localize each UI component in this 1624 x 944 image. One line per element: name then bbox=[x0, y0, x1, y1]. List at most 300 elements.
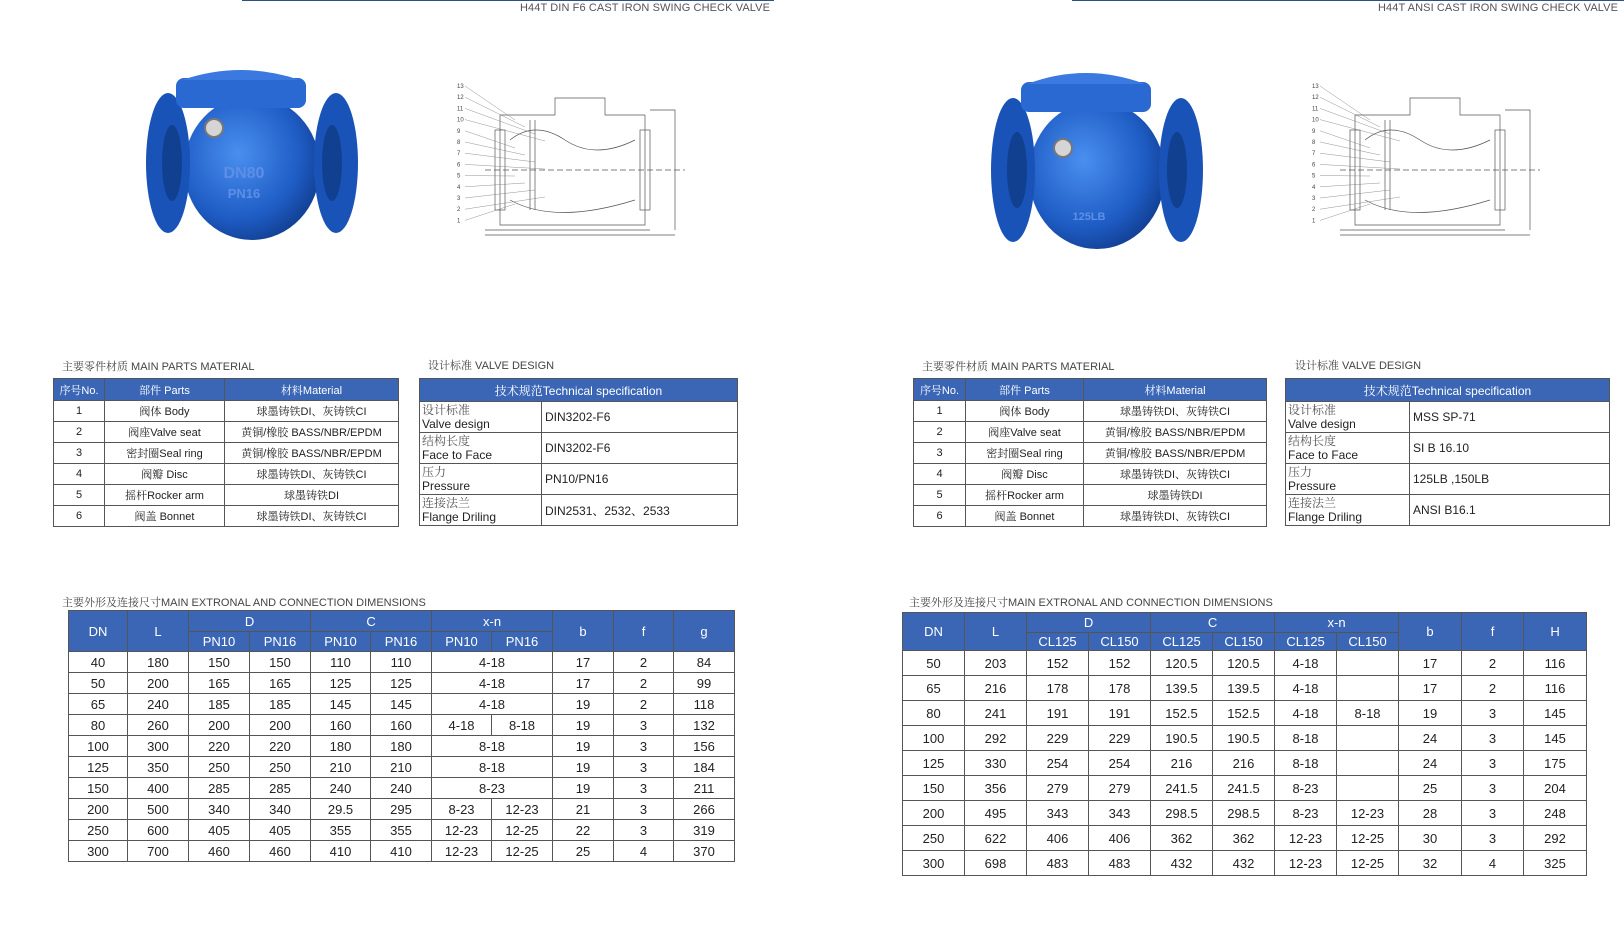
dims-cell-xn: 8-23 bbox=[1275, 776, 1337, 801]
spec-label bbox=[1286, 495, 1410, 526]
dims-cell-xn: 8-18 bbox=[432, 736, 553, 757]
dims-cell-f: 2 bbox=[614, 673, 674, 694]
dims-cell-d1: 279 bbox=[1027, 776, 1089, 801]
dims-header-b: b bbox=[553, 611, 614, 652]
drawing-callout-number: 13 bbox=[457, 84, 464, 90]
dims-cell-xn: 4-18 bbox=[1275, 701, 1337, 726]
dims-cell-b: 17 bbox=[1399, 676, 1462, 701]
drawing-callout-number: 10 bbox=[1312, 117, 1319, 124]
dims-cell-f: 3 bbox=[614, 799, 674, 820]
dims-sub-header: PN10 bbox=[432, 632, 492, 652]
dims-cell-xn: 8-18 bbox=[1337, 701, 1399, 726]
dims-cell-xn: 12-25 bbox=[1337, 851, 1399, 876]
spec-label bbox=[1286, 464, 1410, 495]
drawing-callout-number: 5 bbox=[457, 173, 461, 180]
dims-cell-c1: 139.5 bbox=[1151, 676, 1213, 701]
dims-cell-dn: 300 bbox=[69, 841, 128, 862]
dims-cell-d1: 191 bbox=[1027, 701, 1089, 726]
dims-cell-c1: 160 bbox=[311, 715, 371, 736]
dims-cell-dn: 125 bbox=[903, 751, 965, 776]
dims-row bbox=[903, 851, 1587, 876]
dims-cell-g: 204 bbox=[1524, 776, 1587, 801]
right-spec-table bbox=[1285, 378, 1610, 526]
left-parts-table bbox=[53, 378, 399, 527]
spec-row bbox=[420, 433, 738, 464]
parts-cell-part: 阀盖 Bonnet bbox=[966, 506, 1084, 527]
dims-cell-b: 28 bbox=[1399, 801, 1462, 826]
parts-cell-no: 2 bbox=[54, 422, 105, 443]
parts-cell-no: 1 bbox=[54, 401, 105, 422]
drawing-callout-number: 7 bbox=[457, 151, 461, 158]
parts-header-material: 材料Material bbox=[1084, 379, 1267, 401]
dims-cell-c1: 216 bbox=[1151, 751, 1213, 776]
spec-label-cn: 设计标准 bbox=[422, 403, 471, 417]
dims-cell-xn: 4-18 bbox=[1275, 676, 1337, 701]
dims-cell-d2: 254 bbox=[1089, 751, 1151, 776]
dims-cell-f: 2 bbox=[1462, 676, 1524, 701]
parts-row bbox=[54, 443, 399, 464]
dims-cell-c2: 295 bbox=[371, 799, 432, 820]
dims-sub-header: CL125 bbox=[1275, 633, 1337, 651]
dims-cell-l: 400 bbox=[128, 778, 189, 799]
dims-cell-b: 21 bbox=[553, 799, 614, 820]
dims-cell-xn: 12-23 bbox=[492, 799, 553, 820]
drawing-callout-number: 10 bbox=[457, 117, 464, 124]
dims-cell-xn: 4-18 bbox=[432, 715, 492, 736]
dims-header-d: D bbox=[1027, 613, 1151, 633]
dims-cell-dn: 150 bbox=[903, 776, 965, 801]
left-photo-dn-text: DN80 bbox=[223, 165, 265, 182]
dims-cell-l: 203 bbox=[965, 651, 1027, 676]
dims-cell-c1: 355 bbox=[311, 820, 371, 841]
parts-cell-material: 球墨铸铁DI bbox=[225, 485, 399, 506]
drawing-leader-line bbox=[465, 86, 515, 120]
parts-cell-no: 2 bbox=[914, 422, 966, 443]
parts-cell-material: 球墨铸铁DI、灰铸铁CI bbox=[225, 401, 399, 422]
parts-cell-no: 4 bbox=[54, 464, 105, 485]
dims-cell-l: 240 bbox=[128, 694, 189, 715]
drawing-callout-number: 11 bbox=[457, 106, 464, 113]
parts-header-no: 序号No. bbox=[54, 379, 105, 401]
dims-cell-c2: 216 bbox=[1213, 751, 1275, 776]
parts-cell-part: 摇杆Rocker arm bbox=[966, 485, 1084, 506]
dims-row bbox=[903, 826, 1587, 851]
dims-row bbox=[69, 715, 735, 736]
drawing-callout-number: 2 bbox=[1312, 207, 1316, 214]
dims-cell-xn: 12-25 bbox=[1337, 826, 1399, 851]
dims-cell-l: 330 bbox=[965, 751, 1027, 776]
dims-cell-g: 84 bbox=[674, 652, 735, 673]
dims-cell-c2: 210 bbox=[371, 757, 432, 778]
dims-sub-header: CL125 bbox=[1027, 633, 1089, 651]
drawing-callout-number: 4 bbox=[457, 184, 461, 191]
dims-cell-f: 2 bbox=[614, 652, 674, 673]
dims-cell-g: 116 bbox=[1524, 676, 1587, 701]
dims-cell-dn: 300 bbox=[903, 851, 965, 876]
parts-header-parts: 部件 Parts bbox=[105, 379, 225, 401]
spec-label-en: Valve design bbox=[422, 417, 490, 431]
drawing-leader-line bbox=[465, 97, 525, 127]
dims-cell-c2: 120.5 bbox=[1213, 651, 1275, 676]
drawing-callout-number: 4 bbox=[1312, 184, 1316, 191]
dims-cell-g: 211 bbox=[674, 778, 735, 799]
drawing-callout-number: 9 bbox=[457, 128, 461, 135]
dims-cell-d1: 165 bbox=[189, 673, 250, 694]
parts-row bbox=[54, 401, 399, 422]
dims-sub-header: PN10 bbox=[189, 632, 250, 652]
parts-row bbox=[914, 443, 1267, 464]
dims-cell-xn: 12-23 bbox=[432, 820, 492, 841]
dims-row bbox=[69, 673, 735, 694]
dims-row bbox=[903, 701, 1587, 726]
parts-cell-material: 球墨铸铁DI、灰铸铁CI bbox=[225, 506, 399, 527]
dims-cell-c2: 180 bbox=[371, 736, 432, 757]
dims-cell-b: 19 bbox=[553, 694, 614, 715]
dims-cell-c1: 362 bbox=[1151, 826, 1213, 851]
spec-value: MSS SP-71 bbox=[1410, 402, 1610, 433]
dims-cell-d2: 200 bbox=[250, 715, 311, 736]
drawing-callout-number: 6 bbox=[1312, 162, 1316, 169]
dims-cell-b: 22 bbox=[553, 820, 614, 841]
spec-label-cn: 连接法兰 bbox=[1288, 496, 1337, 510]
dims-cell-d1: 150 bbox=[189, 652, 250, 673]
dims-cell-g: 248 bbox=[1524, 801, 1587, 826]
dims-header-b: b bbox=[1399, 613, 1462, 651]
dims-row bbox=[903, 726, 1587, 751]
drawing-callout-number: 3 bbox=[457, 196, 461, 202]
dims-cell-xn bbox=[1337, 676, 1399, 701]
dims-cell-dn: 100 bbox=[69, 736, 128, 757]
dims-cell-dn: 80 bbox=[903, 701, 965, 726]
dims-cell-g: 266 bbox=[674, 799, 735, 820]
dims-cell-c1: 432 bbox=[1151, 851, 1213, 876]
dims-cell-dn: 250 bbox=[69, 820, 128, 841]
spec-value: DIN3202-F6 bbox=[542, 433, 738, 464]
dims-cell-c1: 410 bbox=[311, 841, 371, 862]
dims-cell-f: 3 bbox=[614, 757, 674, 778]
dims-cell-xn: 12-23 bbox=[432, 841, 492, 862]
dims-cell-b: 25 bbox=[1399, 776, 1462, 801]
dims-row bbox=[69, 694, 735, 715]
parts-row bbox=[54, 464, 399, 485]
dims-sub-header: CL150 bbox=[1213, 633, 1275, 651]
spec-header: 技术规范Technical specification bbox=[1286, 379, 1610, 402]
parts-row bbox=[914, 506, 1267, 527]
dims-cell-d1: 285 bbox=[189, 778, 250, 799]
parts-cell-part: 阀座Valve seat bbox=[966, 422, 1084, 443]
dims-cell-c2: 139.5 bbox=[1213, 676, 1275, 701]
dims-cell-c1: 190.5 bbox=[1151, 726, 1213, 751]
spec-value: PN10/PN16 bbox=[542, 464, 738, 495]
dims-cell-d2: 229 bbox=[1089, 726, 1151, 751]
dims-cell-c2: 355 bbox=[371, 820, 432, 841]
dims-cell-c1: 120.5 bbox=[1151, 651, 1213, 676]
parts-cell-material: 球墨铸铁DI、灰铸铁CI bbox=[1084, 464, 1267, 485]
parts-cell-part: 阀瓣 Disc bbox=[966, 464, 1084, 485]
dims-header-f: f bbox=[614, 611, 674, 652]
dims-cell-dn: 125 bbox=[69, 757, 128, 778]
dims-cell-xn: 12-23 bbox=[1275, 826, 1337, 851]
left-dims-title: 主要外形及连接尺寸MAIN EXTRONAL AND CONNECTION DIMENSIONS bbox=[62, 597, 426, 609]
dims-cell-b: 19 bbox=[553, 736, 614, 757]
dims-cell-c1: 152.5 bbox=[1151, 701, 1213, 726]
drawing-callout-number: 6 bbox=[457, 162, 461, 169]
dims-cell-f: 2 bbox=[614, 694, 674, 715]
dims-cell-f: 4 bbox=[614, 841, 674, 862]
parts-cell-no: 6 bbox=[914, 506, 966, 527]
dims-cell-xn: 8-23 bbox=[1275, 801, 1337, 826]
dims-cell-c1: 240 bbox=[311, 778, 371, 799]
dims-header-dn: DN bbox=[69, 611, 128, 652]
dims-cell-l: 300 bbox=[128, 736, 189, 757]
dims-header-d: D bbox=[189, 611, 311, 632]
drawing-callout-number: 8 bbox=[457, 140, 461, 146]
dims-cell-d2: 483 bbox=[1089, 851, 1151, 876]
right-photo-pn-text: 125LB bbox=[1072, 211, 1106, 223]
dims-cell-xn: 8-23 bbox=[432, 799, 492, 820]
parts-cell-no: 4 bbox=[914, 464, 966, 485]
dims-header-l: L bbox=[965, 613, 1027, 651]
spec-row bbox=[1286, 433, 1610, 464]
drawing-callout-number: 9 bbox=[1312, 128, 1316, 135]
dims-cell-xn: 4-18 bbox=[432, 673, 553, 694]
spec-label-cn: 结构长度 bbox=[422, 434, 471, 448]
drawing-callout-number: 11 bbox=[1312, 106, 1319, 113]
right-dims-title: 主要外形及连接尺寸MAIN EXTRONAL AND CONNECTION DIMENSIONS bbox=[909, 597, 1273, 609]
dims-cell-d2: 178 bbox=[1089, 676, 1151, 701]
dims-cell-d2: 343 bbox=[1089, 801, 1151, 826]
left-valve-photo bbox=[140, 68, 365, 258]
dims-cell-d2: 406 bbox=[1089, 826, 1151, 851]
dims-header-f: f bbox=[1462, 613, 1524, 651]
dims-cell-c1: 125 bbox=[311, 673, 371, 694]
dims-cell-f: 3 bbox=[614, 736, 674, 757]
left-technical-drawing bbox=[455, 80, 695, 240]
dims-cell-dn: 80 bbox=[69, 715, 128, 736]
dims-cell-c1: 210 bbox=[311, 757, 371, 778]
spec-label bbox=[1286, 402, 1410, 433]
spec-label bbox=[420, 433, 542, 464]
dims-cell-xn: 4-18 bbox=[1275, 651, 1337, 676]
spec-label-cn: 设计标准 bbox=[1288, 403, 1337, 417]
drawing-callout-number: 7 bbox=[1312, 151, 1316, 158]
dims-cell-l: 180 bbox=[128, 652, 189, 673]
spec-label bbox=[420, 464, 542, 495]
dims-cell-l: 622 bbox=[965, 826, 1027, 851]
dims-cell-l: 700 bbox=[128, 841, 189, 862]
dims-cell-xn: 4-18 bbox=[432, 652, 553, 673]
dims-cell-xn: 12-23 bbox=[1275, 851, 1337, 876]
spec-row bbox=[420, 495, 738, 526]
dims-cell-f: 3 bbox=[1462, 726, 1524, 751]
dims-header-h: H bbox=[1524, 613, 1587, 651]
dims-cell-b: 19 bbox=[553, 778, 614, 799]
dims-cell-l: 241 bbox=[965, 701, 1027, 726]
drawing-callout-number: 3 bbox=[1312, 196, 1316, 202]
dims-cell-xn: 8-18 bbox=[1275, 751, 1337, 776]
dims-row bbox=[69, 736, 735, 757]
drawing-leader-line bbox=[1320, 131, 1370, 148]
parts-cell-material: 球墨铸铁DI、灰铸铁CI bbox=[1084, 506, 1267, 527]
right-page-title: H44T ANSI CAST IRON SWING CHECK VALVE bbox=[1378, 2, 1619, 14]
parts-cell-no: 6 bbox=[54, 506, 105, 527]
dims-cell-d1: 483 bbox=[1027, 851, 1089, 876]
left-design-title: 设计标准 VALVE DESIGN bbox=[428, 360, 555, 372]
dims-cell-d1: 460 bbox=[189, 841, 250, 862]
dims-cell-d1: 178 bbox=[1027, 676, 1089, 701]
spec-label-cn: 压力 bbox=[422, 465, 447, 479]
right-valve-photo bbox=[985, 70, 1210, 265]
dims-cell-d2: 460 bbox=[250, 841, 311, 862]
dims-sub-header: CL125 bbox=[1151, 633, 1213, 651]
spec-label-en: Pressure bbox=[422, 479, 471, 493]
spec-label-en: Flange Driling bbox=[422, 510, 497, 524]
parts-row bbox=[914, 464, 1267, 485]
spec-label-cn: 压力 bbox=[1288, 465, 1313, 479]
drawing-callout-number: 2 bbox=[457, 207, 461, 214]
dims-cell-g: 116 bbox=[1524, 651, 1587, 676]
dims-cell-d2: 340 bbox=[250, 799, 311, 820]
dims-cell-d1: 229 bbox=[1027, 726, 1089, 751]
dims-cell-f: 3 bbox=[1462, 751, 1524, 776]
dims-cell-d1: 405 bbox=[189, 820, 250, 841]
dims-header-l: L bbox=[128, 611, 189, 652]
dims-row bbox=[903, 751, 1587, 776]
dims-cell-dn: 65 bbox=[69, 694, 128, 715]
dims-cell-b: 25 bbox=[553, 841, 614, 862]
right-parts-table bbox=[913, 378, 1267, 527]
drawing-leader-line bbox=[465, 204, 515, 220]
dims-cell-c2: 190.5 bbox=[1213, 726, 1275, 751]
dims-cell-b: 17 bbox=[1399, 651, 1462, 676]
dims-cell-xn: 12-23 bbox=[1337, 801, 1399, 826]
parts-cell-no: 5 bbox=[54, 485, 105, 506]
dims-cell-c1: 241.5 bbox=[1151, 776, 1213, 801]
dims-cell-b: 30 bbox=[1399, 826, 1462, 851]
dims-cell-c1: 145 bbox=[311, 694, 371, 715]
dims-cell-d1: 254 bbox=[1027, 751, 1089, 776]
dims-sub-header: CL150 bbox=[1089, 633, 1151, 651]
right-top-rule bbox=[1072, 0, 1624, 1]
dims-cell-f: 3 bbox=[614, 715, 674, 736]
dims-sub-header: PN16 bbox=[250, 632, 311, 652]
dims-cell-d2: 250 bbox=[250, 757, 311, 778]
parts-cell-part: 阀盖 Bonnet bbox=[105, 506, 225, 527]
dims-header-xn: x-n bbox=[1275, 613, 1399, 633]
parts-cell-material: 球墨铸铁DI、灰铸铁CI bbox=[225, 464, 399, 485]
dims-cell-dn: 250 bbox=[903, 826, 965, 851]
dims-cell-l: 495 bbox=[965, 801, 1027, 826]
dims-sub-header: PN16 bbox=[492, 632, 553, 652]
dims-cell-l: 500 bbox=[128, 799, 189, 820]
spec-label-en: Face to Face bbox=[1288, 448, 1359, 462]
spec-row bbox=[1286, 402, 1610, 433]
dims-cell-c2: 125 bbox=[371, 673, 432, 694]
dims-header-dn: DN bbox=[903, 613, 965, 651]
dims-row bbox=[69, 841, 735, 862]
dims-cell-xn: 12-25 bbox=[492, 841, 553, 862]
dims-cell-c2: 152.5 bbox=[1213, 701, 1275, 726]
dims-cell-d1: 250 bbox=[189, 757, 250, 778]
parts-cell-no: 3 bbox=[914, 443, 966, 464]
dims-cell-dn: 40 bbox=[69, 652, 128, 673]
dims-cell-d2: 191 bbox=[1089, 701, 1151, 726]
dims-cell-g: 319 bbox=[674, 820, 735, 841]
dims-header-c: C bbox=[311, 611, 432, 632]
dims-cell-dn: 200 bbox=[903, 801, 965, 826]
spec-label-en: Pressure bbox=[1288, 479, 1337, 493]
dims-sub-header: PN16 bbox=[371, 632, 432, 652]
dims-cell-b: 19 bbox=[553, 715, 614, 736]
dims-cell-c2: 432 bbox=[1213, 851, 1275, 876]
dims-cell-d2: 165 bbox=[250, 673, 311, 694]
dims-cell-d2: 405 bbox=[250, 820, 311, 841]
dims-header-c: C bbox=[1151, 613, 1275, 633]
dims-cell-g: 156 bbox=[674, 736, 735, 757]
dims-cell-c2: 241.5 bbox=[1213, 776, 1275, 801]
parts-cell-part: 摇杆Rocker arm bbox=[105, 485, 225, 506]
parts-cell-part: 阀体 Body bbox=[105, 401, 225, 422]
dims-row bbox=[69, 757, 735, 778]
dims-cell-l: 698 bbox=[965, 851, 1027, 876]
dims-cell-dn: 50 bbox=[69, 673, 128, 694]
dims-cell-b: 24 bbox=[1399, 751, 1462, 776]
spec-label-cn: 结构长度 bbox=[1288, 434, 1337, 448]
dims-cell-c2: 298.5 bbox=[1213, 801, 1275, 826]
dims-cell-b: 17 bbox=[553, 673, 614, 694]
drawing-callout-number: 8 bbox=[1312, 140, 1316, 146]
dims-cell-g: 184 bbox=[674, 757, 735, 778]
dims-cell-g: 292 bbox=[1524, 826, 1587, 851]
drawing-callout-number: 1 bbox=[1312, 218, 1316, 225]
parts-cell-material: 黄铜/橡胶 BASS/NBR/EPDM bbox=[225, 422, 399, 443]
spec-label-cn: 连接法兰 bbox=[422, 496, 471, 510]
dims-cell-xn: 8-23 bbox=[432, 778, 553, 799]
dims-cell-d2: 185 bbox=[250, 694, 311, 715]
dims-cell-f: 3 bbox=[1462, 801, 1524, 826]
spec-label-en: Flange Driling bbox=[1288, 510, 1363, 524]
dims-cell-g: 325 bbox=[1524, 851, 1587, 876]
parts-header-material: 材料Material bbox=[225, 379, 399, 401]
drawing-callout-number: 1 bbox=[457, 218, 461, 225]
dims-cell-d2: 152 bbox=[1089, 651, 1151, 676]
dims-cell-g: 132 bbox=[674, 715, 735, 736]
dims-cell-c2: 362 bbox=[1213, 826, 1275, 851]
dims-cell-dn: 150 bbox=[69, 778, 128, 799]
dims-cell-f: 4 bbox=[1462, 851, 1524, 876]
dims-cell-xn: 8-18 bbox=[492, 715, 553, 736]
dims-cell-b: 19 bbox=[553, 757, 614, 778]
dims-cell-c2: 160 bbox=[371, 715, 432, 736]
dims-cell-c1: 180 bbox=[311, 736, 371, 757]
parts-row bbox=[914, 485, 1267, 506]
drawing-leader-line bbox=[1320, 97, 1380, 127]
dims-cell-c2: 410 bbox=[371, 841, 432, 862]
parts-cell-no: 1 bbox=[914, 401, 966, 422]
left-dims-table bbox=[68, 610, 735, 862]
parts-row bbox=[914, 422, 1267, 443]
parts-row bbox=[54, 506, 399, 527]
parts-cell-material: 黄铜/橡胶 BASS/NBR/EPDM bbox=[1084, 422, 1267, 443]
left-spec-table bbox=[419, 378, 738, 526]
spec-header: 技术规范Technical specification bbox=[420, 379, 738, 402]
dims-cell-l: 260 bbox=[128, 715, 189, 736]
dims-cell-g: 145 bbox=[1524, 726, 1587, 751]
dims-cell-f: 3 bbox=[1462, 701, 1524, 726]
parts-cell-material: 黄铜/橡胶 BASS/NBR/EPDM bbox=[1084, 443, 1267, 464]
dims-cell-dn: 65 bbox=[903, 676, 965, 701]
dims-cell-f: 3 bbox=[614, 820, 674, 841]
